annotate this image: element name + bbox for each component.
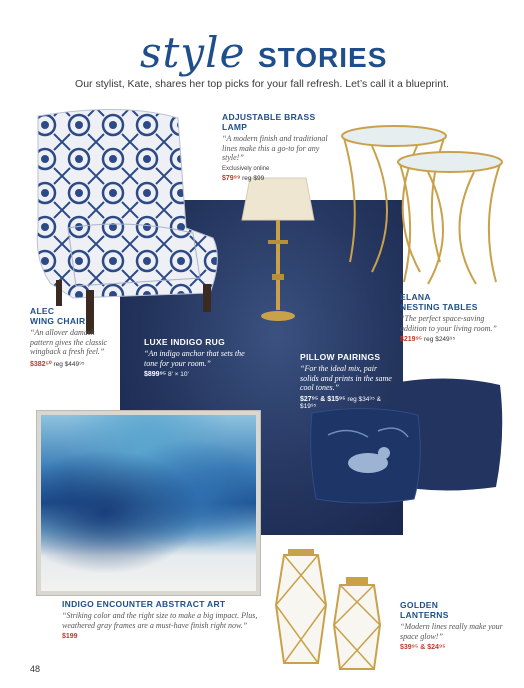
lamp-price: $79⁹⁹ — [222, 174, 241, 182]
lamp-price-row — [222, 175, 342, 182]
pillows-quote: “For the ideal mix, pair solids and prints in the same cool tones.” — [300, 364, 392, 392]
pillows-reg-price: reg $34⁹⁵ & $19⁹⁵ — [300, 395, 382, 410]
tables-caption — [400, 292, 505, 343]
pillows-price: $27⁹⁵ & $15⁹⁵ — [300, 395, 346, 403]
abstract-art-canvas — [41, 415, 256, 591]
art-price: $199 — [62, 633, 78, 640]
chair-title-line2: WING CHAIR — [30, 316, 86, 326]
page-number: 48 — [30, 664, 41, 674]
lanterns-caption — [400, 600, 505, 651]
tables-price: $219⁹⁵ — [400, 336, 423, 343]
page-subtitle: Our stylist, Kate, shares her top picks for your fall refresh. Let’s call it a blueprint. — [75, 78, 449, 90]
lanterns-price-row — [400, 644, 505, 651]
nesting-tables-image — [332, 122, 507, 287]
lamp-caption — [222, 112, 342, 182]
chair-quote: “An allover damask pattern gives the classic wingback a fresh feel.” — [30, 328, 108, 356]
tables-quote: “The perfect space-saving addition to your living room.” — [400, 314, 497, 333]
art-caption — [62, 599, 262, 640]
lamp-title: ADJUSTABLE BRASS LAMP — [222, 112, 316, 132]
brass-lamp-image — [238, 170, 318, 325]
tables-reg-price: reg $249⁹⁵ — [424, 336, 456, 343]
header-script-word: style — [140, 28, 246, 77]
rug-caption — [144, 337, 254, 378]
lamp-quote: “A modern finish and traditional lines make this a go-to for any style!” — [222, 134, 328, 162]
pillows-price-row — [300, 396, 392, 410]
lamp-reg-price: reg $99 — [242, 174, 265, 182]
chair-reg-price: reg $449⁹⁵ — [53, 360, 85, 368]
chair-caption — [30, 306, 110, 368]
pillows-caption — [300, 352, 392, 410]
abstract-art-image — [36, 410, 261, 596]
art-price-row — [62, 633, 262, 640]
chair-price-row — [30, 360, 110, 368]
lanterns-price: $39⁹⁵ & $24⁹⁵ — [400, 644, 446, 651]
lanterns-quote: “Modern lines really make your space glow!” — [400, 622, 503, 641]
wing-chair-image — [28, 108, 233, 338]
tables-title-line2: NESTING TABLES — [400, 302, 478, 312]
rug-price: $899⁹⁵ — [144, 371, 167, 378]
golden-lanterns-image — [270, 545, 390, 675]
pillows-title: PILLOW PAIRINGS — [300, 352, 381, 362]
rug-price-row — [144, 371, 254, 378]
lamp-availability: Exclusively online — [222, 165, 270, 172]
page-title: STORIES — [258, 42, 388, 73]
rug-size: 8' × 10' — [168, 371, 189, 378]
lanterns-title-line1: GOLDEN — [400, 600, 439, 610]
chair-title-line1: ALEC — [30, 306, 55, 316]
tables-price-row — [400, 336, 505, 343]
lanterns-title-line2: LANTERNS — [400, 610, 449, 620]
art-title: INDIGO ENCOUNTER ABSTRACT ART — [62, 599, 226, 609]
rug-title: LUXE INDIGO RUG — [144, 337, 226, 347]
art-quote: “Striking color and the right size to make a big impact. Plus, weathered gray frames are a must-have finish right now.” — [62, 611, 258, 630]
chair-price: $382⁵⁰ — [30, 360, 52, 368]
rug-quote: “An indigo anchor that sets the tone for your room.” — [144, 349, 245, 368]
tables-title-line1: ELANA — [400, 292, 431, 302]
